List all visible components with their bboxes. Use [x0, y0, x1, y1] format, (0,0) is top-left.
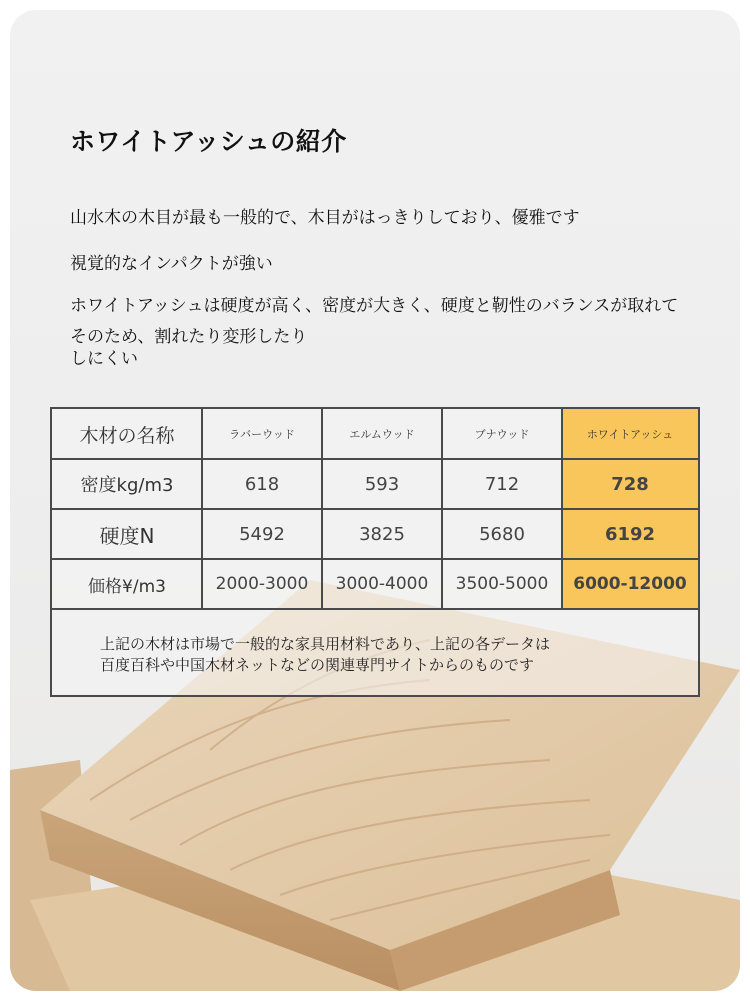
row-label-density: 密度kg/m3	[80, 475, 174, 496]
cell-value-highlight: 728	[562, 459, 698, 509]
row-label-hardness: 硬度N	[99, 523, 155, 548]
cell-value: 712	[484, 473, 520, 495]
header-wood-name: 木材の名称	[79, 424, 175, 447]
intro-line-4b: しにくい	[70, 349, 138, 369]
cell-value: 593	[364, 473, 400, 495]
row-label-price: 価格¥/m3	[88, 576, 166, 597]
table-note-line-1: 上記の木材は市場で一般的な家具用材料であり、上記の各データは	[100, 635, 551, 653]
table-note	[100, 634, 550, 676]
intro-paragraph-1: 山水木の木目が最も一般的で、木目がはっきりしており、優雅です	[70, 208, 580, 228]
intro-paragraph-4	[70, 326, 307, 370]
table-row	[52, 509, 698, 559]
cell-value: 2000-3000	[215, 574, 309, 594]
header-rubberwood: ラバーウッド	[229, 428, 295, 441]
table-row	[52, 459, 698, 509]
page-title: ホワイトアッシュの紹介	[70, 127, 347, 156]
product-card	[10, 10, 740, 991]
grid-line	[52, 458, 698, 460]
intro-paragraph-2: 視覚的なインパクトが強い	[70, 254, 273, 274]
header-beechwood: ブナウッド	[474, 428, 530, 441]
cell-value: 5492	[239, 523, 285, 545]
cell-value-highlight: 6192	[562, 509, 698, 559]
table-header-row	[52, 409, 698, 459]
grid-line	[52, 558, 698, 560]
grid-line	[52, 608, 698, 610]
intro-paragraph-3: ホワイトアッシュは硬度が高く、密度が大きく、硬度と靭性のバランスが取れて	[70, 296, 679, 316]
header-elmwood: エルムウッド	[349, 428, 415, 441]
cell-value: 3000-4000	[335, 574, 429, 594]
grid-line	[52, 508, 698, 510]
table-note-line-2: 百度百科や中国木材ネットなどの関連専門サイトからのものです	[100, 656, 534, 674]
cell-value-highlight: 6000-12000	[562, 559, 698, 609]
cell-value: 3500-5000	[455, 574, 549, 594]
cell-value: 618	[244, 473, 280, 495]
wood-comparison-table	[50, 407, 700, 697]
table-row	[52, 559, 698, 609]
intro-line-4a: そのため、割れたり変形したり	[70, 327, 308, 347]
header-white-ash: ホワイトアッシュ	[562, 409, 698, 459]
cell-value: 3825	[359, 523, 405, 545]
cell-value: 5680	[479, 523, 525, 545]
